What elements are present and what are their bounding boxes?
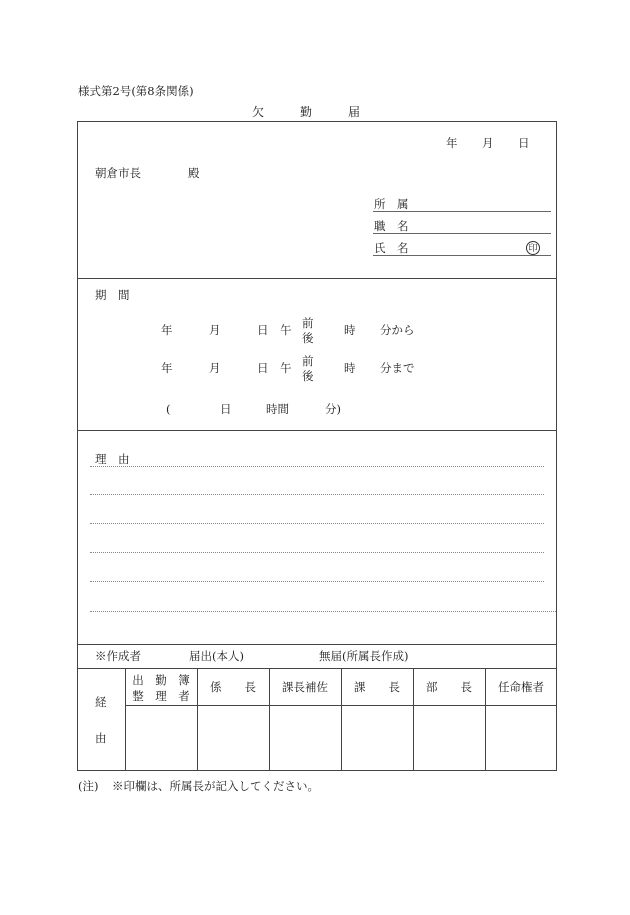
period-from-pm: 後 [302, 331, 314, 345]
period-to-day: 日 [257, 361, 269, 375]
period-from-day: 日 [257, 323, 269, 337]
period-from-month: 月 [209, 323, 221, 337]
position-label: 職 名 [374, 219, 409, 233]
note-label: (注) [78, 779, 99, 793]
period-total-minutes: 分) [325, 402, 341, 416]
column-header-attendance-line1: 出 勤 簿 [132, 672, 190, 687]
period-total-day: 日 [220, 402, 232, 416]
period-label: 期 間 [95, 288, 130, 302]
period-to-pm: 後 [302, 369, 314, 383]
period-from-year: 年 [161, 323, 173, 337]
reason-line[interactable] [90, 494, 544, 495]
column-header-attendance-line2: 整 理 者 [132, 688, 190, 703]
reason-line[interactable] [90, 523, 544, 524]
approval-cell-appointing-authority[interactable] [485, 706, 557, 770]
preparer-label: ※作成者 [95, 649, 141, 663]
approval-cell-attendance[interactable] [125, 706, 197, 770]
reason-line[interactable] [90, 552, 544, 553]
route-label-top: 経 [95, 695, 107, 709]
affiliation-label: 所 属 [374, 197, 409, 211]
reason-line[interactable] [90, 581, 544, 582]
approval-cell-section-manager[interactable] [341, 706, 413, 770]
column-header-section-manager: 課 長 [354, 679, 400, 694]
period-from-am: 前 [302, 316, 314, 330]
route-label-bottom: 由 [95, 731, 107, 745]
form-number: 様式第2号(第8条関係) [78, 84, 194, 98]
period-to-minute: 分まで [380, 361, 415, 375]
preparer-option-self[interactable]: 届出(本人) [189, 649, 244, 663]
position-field[interactable] [373, 233, 551, 234]
section-divider [77, 644, 557, 645]
section-divider [77, 278, 557, 279]
date-day: 日 [518, 136, 530, 150]
period-to-hour: 時 [344, 361, 356, 375]
name-field[interactable] [373, 255, 551, 256]
date-year: 年 [446, 136, 458, 150]
section-divider [77, 430, 557, 431]
name-label: 氏 名 [374, 241, 409, 255]
addressee-name: 朝倉市長 [95, 166, 141, 180]
reason-line[interactable] [90, 611, 556, 612]
period-to-meridiem: 午 [280, 361, 292, 375]
approval-cell-deputy-manager[interactable] [269, 706, 341, 770]
form-title: 欠 勤 届 [252, 105, 361, 119]
addressee-honorific: 殿 [188, 166, 200, 180]
period-from-meridiem: 午 [280, 323, 292, 337]
period-to-am: 前 [302, 354, 314, 368]
note-text: ※印欄は、所属長が記入してください。 [112, 779, 319, 793]
reason-line[interactable] [90, 466, 544, 467]
period-total-hours: 時間 [266, 402, 289, 416]
period-total-open: ( [166, 402, 171, 416]
period-to-month: 月 [209, 361, 221, 375]
approval-cell-department-head[interactable] [413, 706, 485, 770]
approval-cell-subsection-chief[interactable] [197, 706, 269, 770]
column-header-department-head: 部 長 [426, 679, 472, 694]
period-to-year: 年 [161, 361, 173, 375]
column-header-deputy-manager: 課長補佐 [282, 679, 328, 694]
affiliation-field[interactable] [373, 211, 551, 212]
column-header-appointing-authority: 任命権者 [498, 679, 544, 694]
seal-mark: 印 [526, 241, 540, 255]
column-header-subsection-chief: 係 長 [210, 679, 256, 694]
reason-label: 理 由 [95, 452, 130, 466]
preparer-option-manager[interactable]: 無届(所属長作成) [319, 649, 409, 663]
date-month: 月 [482, 136, 494, 150]
period-from-hour: 時 [344, 323, 356, 337]
period-from-minute: 分から [380, 323, 415, 337]
